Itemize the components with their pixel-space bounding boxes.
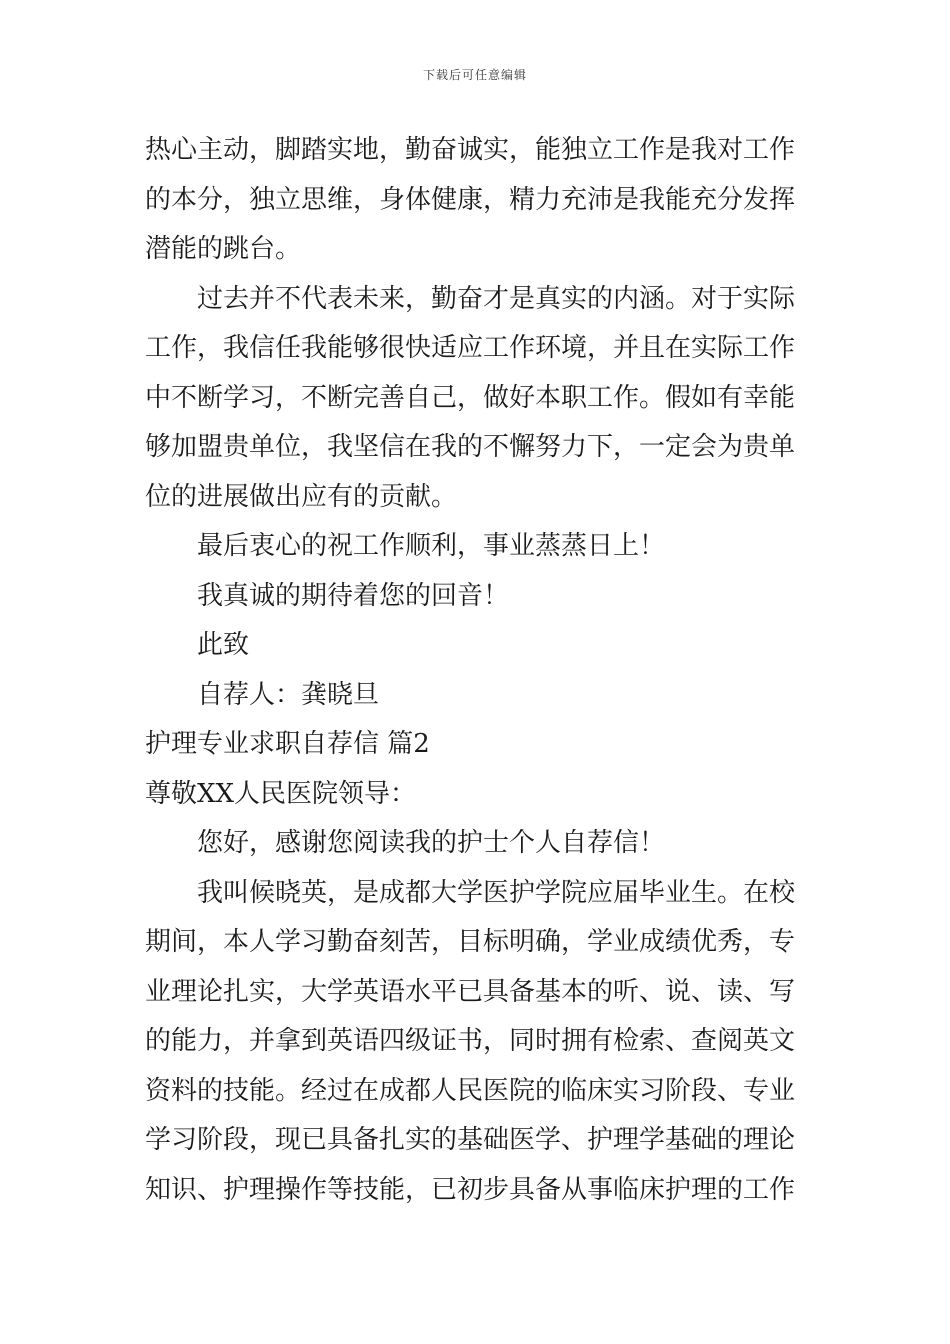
text-line: 的能力，并拿到英语四级证书，同时拥有检索、查阅英文 bbox=[145, 1026, 796, 1056]
text-line: 我真诚的期待着您的回音！ bbox=[197, 580, 510, 611]
text-line: 您好，感谢您阅读我的护士个人自荐信！ bbox=[197, 828, 666, 858]
text-line: 此致 bbox=[197, 630, 250, 660]
text-line: 自荐人：龚晓旦 bbox=[197, 679, 380, 710]
page-header-note: 下载后可任意编辑 bbox=[422, 68, 527, 82]
text-line: 中不断学习，不断完善自己，做好本职工作。假如有幸能 bbox=[145, 382, 796, 413]
document-body bbox=[145, 126, 805, 1215]
text-line: 够加盟贵单位，我坚信在我的不懈努力下，一定会为贵单 bbox=[145, 432, 796, 462]
text-line: 业理论扎实，大学英语水平已具备基本的听、说、读、写 bbox=[145, 976, 796, 1007]
text-line: 我叫候晓英，是成都大学医护学院应届毕业生。在校 bbox=[197, 877, 796, 908]
text-line: 位的进展做出应有的贡献。 bbox=[145, 481, 458, 512]
text-line: 期间，本人学习勤奋刻苦，目标明确，学业成绩优秀，专 bbox=[145, 927, 796, 957]
text-line: 资料的技能。经过在成都人民医院的临床实习阶段、专业 bbox=[145, 1075, 796, 1106]
text-line: 学习阶段，现已具备扎实的基础医学、护理学基础的理论 bbox=[145, 1125, 796, 1155]
text-line: 最后衷心的祝工作顺利，事业蒸蒸日上！ bbox=[197, 531, 666, 561]
text-line: 热心主动，脚踏实地，勤奋诚实，能独立工作是我对工作 bbox=[145, 135, 796, 165]
text-line: 尊敬XX人民医院领导： bbox=[145, 778, 417, 809]
text-line: 护理专业求职自荐信 篇2 bbox=[145, 729, 430, 759]
text-line: 知识、护理操作等技能，已初步具备从事临床护理的工作 bbox=[145, 1174, 796, 1205]
text-line: 的本分，独立思维，身体健康，精力充沛是我能充分发挥 bbox=[145, 184, 796, 215]
text-line: 过去并不代表未来，勤奋才是真实的内涵。对于实际 bbox=[197, 283, 796, 314]
text-line: 潜能的跳台。 bbox=[145, 234, 302, 264]
text-line: 工作，我信任我能够很快适应工作环境，并且在实际工作 bbox=[145, 333, 796, 363]
